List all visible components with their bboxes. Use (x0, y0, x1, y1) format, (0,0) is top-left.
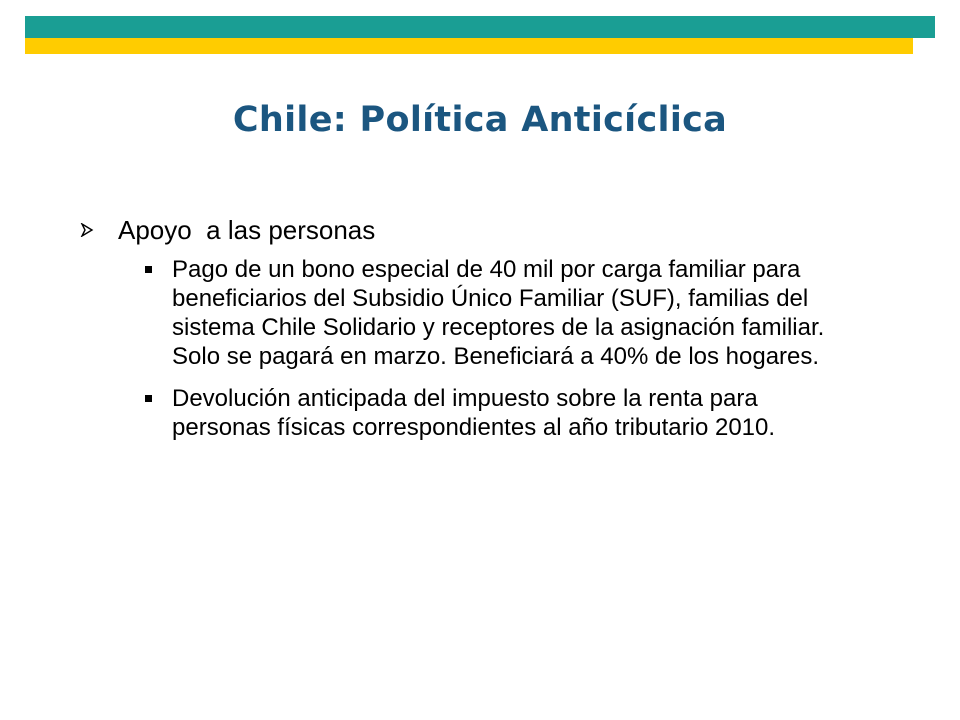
bullet-level-1 (80, 213, 880, 247)
header-yellow-bar (25, 38, 913, 54)
sub-bullet-text: Pago de un bono especial de 40 mil por carga familiar para beneficiarios del Subsidio Único Familiar (SUF), familias del sistema Chile Solidario y receptores de la asignación familiar. Solo se pagará en marzo. Beneficiará a 40% de los hogares. (172, 256, 825, 370)
sub-bullet-item (143, 255, 880, 371)
sub-bullet-list (80, 255, 880, 442)
slide-content (80, 213, 880, 455)
bullet-label: Apoyo a las personas (118, 215, 376, 245)
square-bullet-icon (143, 384, 172, 413)
sub-bullet-item (143, 384, 880, 442)
slide-title: Chile: Política Anticíclica (232, 100, 728, 140)
square-bullet-icon (143, 255, 172, 284)
arrowhead-bullet-icon (80, 213, 118, 247)
header-teal-bar (25, 16, 935, 38)
sub-bullet-text: Devolución anticipada del impuesto sobre la renta para personas físicas correspondientes al año tributario 2010. (172, 385, 776, 441)
